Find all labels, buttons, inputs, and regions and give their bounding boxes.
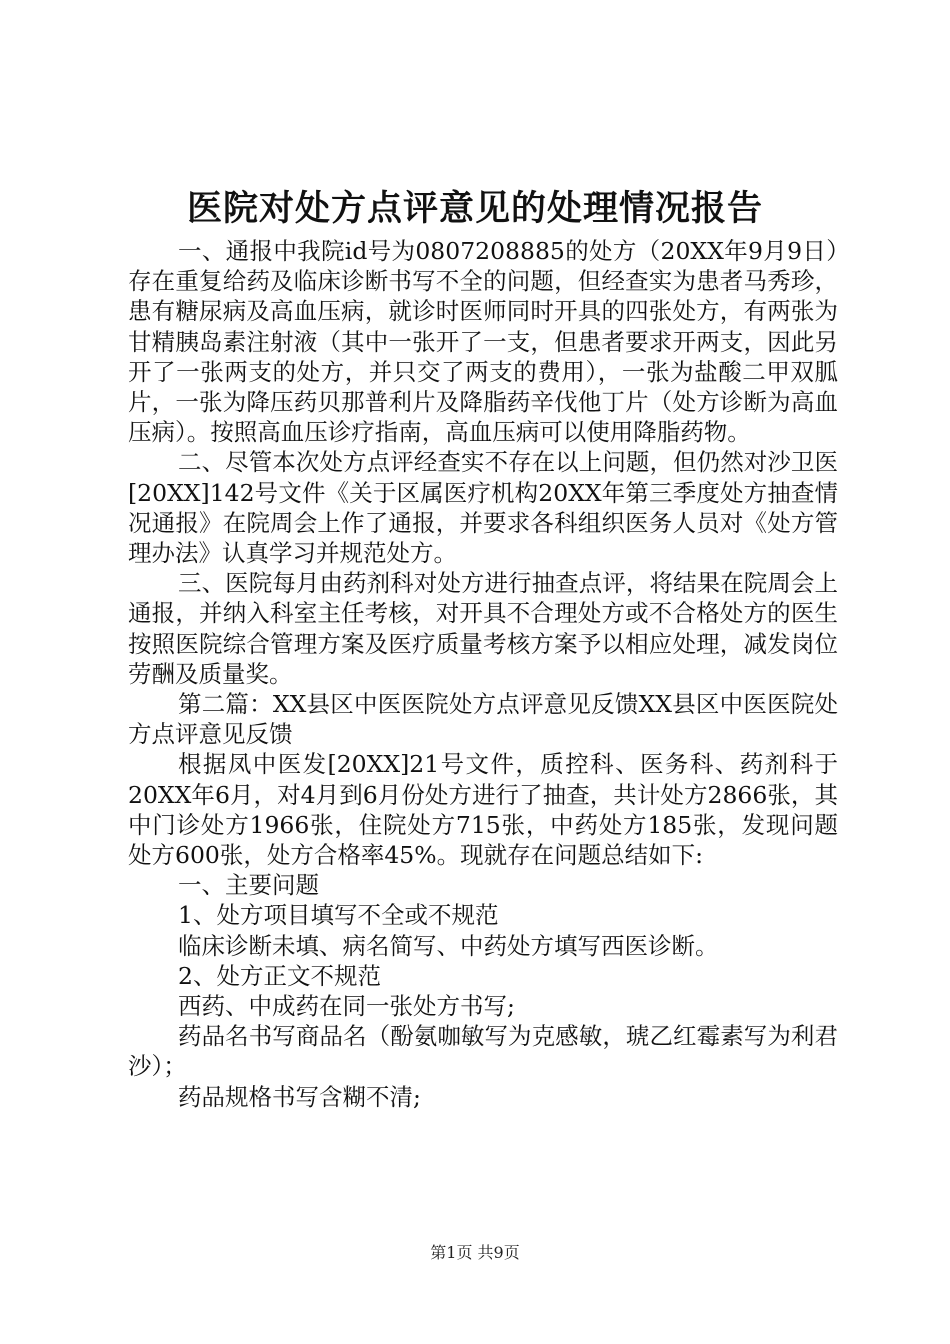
document-title: 医院对处方点评意见的处理情况报告 — [186, 188, 763, 229]
paragraph-issue-2-heading: 2、处方正文不规范 — [178, 961, 381, 990]
paragraph-notice-2: 二、尽管本次处方点评经查实不存在以上问题，但仍然对沙卫医[20XX]142号文件《关于区属医疗机构20XX年第三季度处方抽查情况通报》在院周会上作了通报，并要求各科组织医务人员对《处方管理办法》认真学习并规范处方。 — [128, 448, 838, 568]
paragraph-issue-1-heading: 1、处方项目填写不全或不规范 — [178, 901, 499, 930]
paragraph-notice-3: 三、医院每月由药剂科对处方进行抽查点评，将结果在院周会上通报，并纳入科室主任考核，对开具不合理处方或不合格处方的医生按照医院综合管理方案及医疗质量考核方案予以相应处理，减发岗位劳酬及质量奖。 — [128, 569, 838, 688]
paragraph-issue-2-detail-a: 西药、中成药在同一张处方书写; — [178, 992, 515, 1021]
paragraph-part-two-heading: 第二篇：XX县区中医医院处方点评意见反馈XX县区中医医院处方点评意见反馈 — [128, 690, 838, 749]
paragraph-audit-summary: 根据凤中医发[20XX]21号文件，质控科、医务科、药剂科于20XX年6月，对4月到6月份处方进行了抽查，共计处方2866张，其中门诊处方1966张，住院处方715张，中药处方185张，发现问题处方600张，处方合格率45%。现就存在问题总结如下: — [128, 750, 838, 870]
document-body — [128, 236, 838, 1112]
paragraph-issue-1-detail: 临床诊断未填、病名简写、中药处方填写西医诊断。 — [178, 931, 719, 960]
paragraph-issue-2-detail-b: 药品名书写商品名（酚氨咖敏写为克感敏，琥乙红霉素写为利君沙）； — [128, 1022, 838, 1081]
paragraph-notice-1: 一、通报中我院id号为0807208885的处方（20XX年9月9日）存在重复给药及临床诊断书写不全的问题，但经查实为患者马秀珍，患有糖尿病及高血压病，就诊时医师同时开具的四张处方，有两张为甘精胰岛素注射液（其中一张开了一支，但患者要求开两支，因此另开了一张两支的处方，并只交了两支的费用），一张为盐酸二甲双胍片，一张为降压药贝那普利片及降脂药辛伐他丁片（处方诊断为高血压病）。按照高血压诊疗指南，高血压病可以使用降脂药物。 — [128, 237, 838, 447]
paragraph-issue-2-detail-c: 药品规格书写含糊不清; — [178, 1082, 421, 1111]
paragraph-main-issues-heading: 一、主要问题 — [178, 871, 319, 900]
page-footer: 第1页 共9页 — [430, 1243, 520, 1262]
